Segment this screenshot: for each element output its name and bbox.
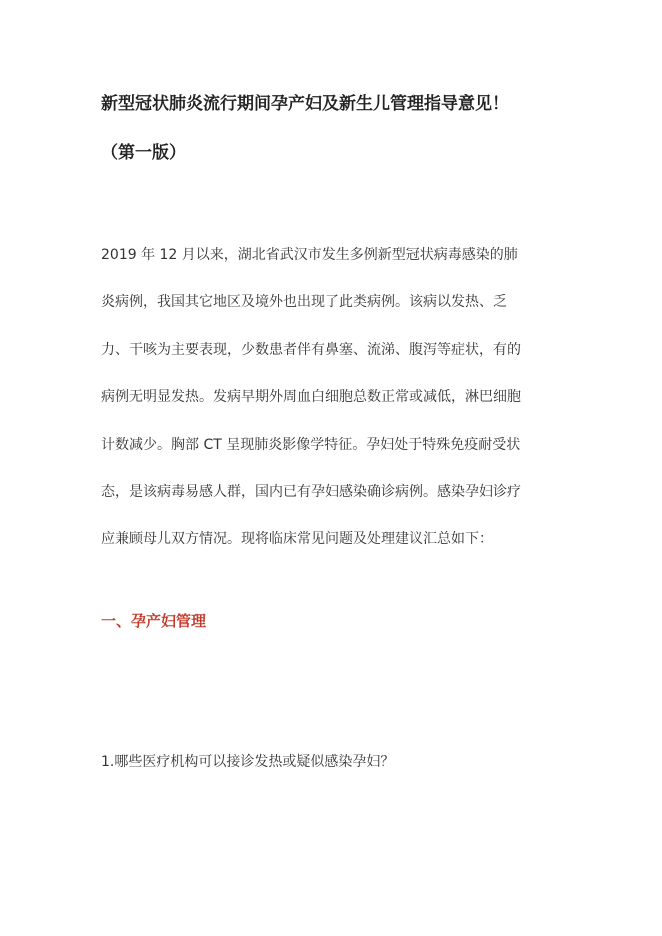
intro-line: 应兼顾母儿双方情况。现将临床常见问题及处理建议汇总如下： (101, 531, 493, 548)
document-edition: （第一版） (101, 143, 186, 163)
intro-line: 病例无明显发热。发病早期外周血白细胞总数正常或减低，淋巴细胞 (101, 389, 521, 406)
document-title: 新型冠状肺炎流行期间孕产妇及新生儿管理指导意见！ (101, 94, 509, 114)
intro-line: 计数减少。胸部 CT 呈现肺炎影像学特征。孕妇处于特殊免疫耐受状 (101, 436, 521, 453)
intro-line: 态，是该病毒易感人群，国内已有孕妇感染确诊病例。感染孕妇诊疗 (101, 483, 521, 500)
intro-line: 力、干咳为主要表现，少数患者伴有鼻塞、流涕、腹泻等症状，有的 (101, 341, 521, 358)
section-heading-maternal-management: 一、孕产妇管理 (101, 612, 207, 630)
question-1: 1.哪些医疗机构可以接诊发热或疑似感染孕妇？ (101, 754, 395, 770)
intro-paragraph (101, 232, 561, 564)
intro-line: 炎病例，我国其它地区及境外也出现了此类病例。该病以发热、乏 (101, 294, 507, 311)
intro-line: 2019 年 12 月以来，湖北省武汉市发生多例新型冠状病毒感染的肺 (101, 247, 518, 263)
